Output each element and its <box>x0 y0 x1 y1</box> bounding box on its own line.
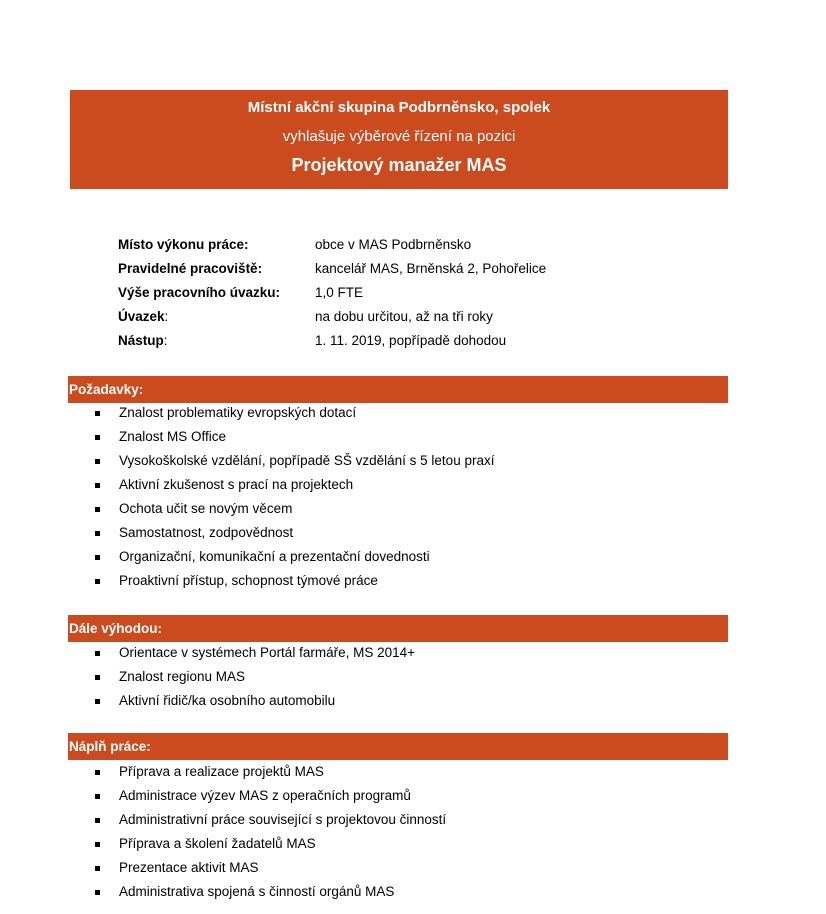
list-item: Znalost regionu MAS <box>92 669 415 693</box>
bullet-icon <box>95 555 100 560</box>
list-item: Znalost MS Office <box>92 429 494 453</box>
bullet-icon <box>95 675 100 680</box>
bullet-icon <box>95 579 100 584</box>
list-item: Aktivní řidič/ka osobního automobilu <box>92 693 415 717</box>
bullet-icon <box>95 866 100 871</box>
list-item: Znalost problematiky evropských dotací <box>92 405 494 429</box>
info-label: Výše pracovního úvazku: <box>118 285 281 300</box>
bullet-icon <box>95 699 100 704</box>
list-item: Administrativní práce související s projektovou činností <box>92 812 446 836</box>
section-title-advantages: Dále výhodou: <box>68 615 728 642</box>
list-item: Ochota učit se novým věcem <box>92 501 494 525</box>
bullet-icon <box>95 818 100 823</box>
list-item: Organizační, komunikační a prezentační dovednosti <box>92 549 494 573</box>
requirements-list <box>92 405 494 597</box>
list-item: Vysokoškolské vzdělání, popřípadě SŠ vzdělání s 5 letou praxí <box>92 453 494 477</box>
info-value: 1,0 FTE <box>315 285 364 300</box>
list-item: Orientace v systémech Portál farmáře, MS 2014+ <box>92 645 415 669</box>
bullet-icon <box>95 459 100 464</box>
advantages-list <box>92 645 415 717</box>
info-label: Nástup: <box>118 333 168 348</box>
bullet-icon <box>95 794 100 799</box>
list-item: Příprava a školení žadatelů MAS <box>92 836 446 860</box>
info-value: na dobu určitou, až na tři roky <box>315 309 493 324</box>
list-item: Prezentace aktivit MAS <box>92 860 446 884</box>
list-item: Aktivní zkušenost s prací na projektech <box>92 477 494 501</box>
bullet-icon <box>95 507 100 512</box>
list-item: Proaktivní přístup, schopnost týmové práce <box>92 573 494 597</box>
header-banner <box>70 90 728 189</box>
info-label: Pravidelné pracoviště: <box>118 261 263 276</box>
bullet-icon <box>95 651 100 656</box>
list-item: Administrativa spojená s činností orgánů MAS <box>92 884 446 908</box>
section-title-duties: Náplň práce: <box>68 733 728 760</box>
info-value: kancelář MAS, Brněnská 2, Pohořelice <box>315 261 547 276</box>
bullet-icon <box>95 770 100 775</box>
list-item: Samostatnost, zodpovědnost <box>92 525 494 549</box>
info-value: obce v MAS Podbrněnsko <box>315 237 472 252</box>
bullet-icon <box>95 842 100 847</box>
bullet-icon <box>95 890 100 895</box>
section-title-requirements: Požadavky: <box>68 376 728 403</box>
info-label: Místo výkonu práce: <box>118 237 249 252</box>
info-value: 1. 11. 2019, popřípadě dohodou <box>315 333 507 348</box>
bullet-icon <box>95 411 100 416</box>
list-item: Příprava a realizace projektů MAS <box>92 764 446 788</box>
header-subtitle: vyhlašuje výběrové řízení na pozici <box>282 128 516 145</box>
bullet-icon <box>95 531 100 536</box>
bullet-icon <box>95 483 100 488</box>
info-label: Úvazek: <box>118 309 169 324</box>
bullet-icon <box>95 435 100 440</box>
organization-name: Místní akční skupina Podbrněnsko, spolek <box>247 99 551 116</box>
list-item: Administrace výzev MAS z operačních programů <box>92 788 446 812</box>
duties-list <box>92 764 446 908</box>
position-title: Projektový manažer MAS <box>291 155 507 175</box>
